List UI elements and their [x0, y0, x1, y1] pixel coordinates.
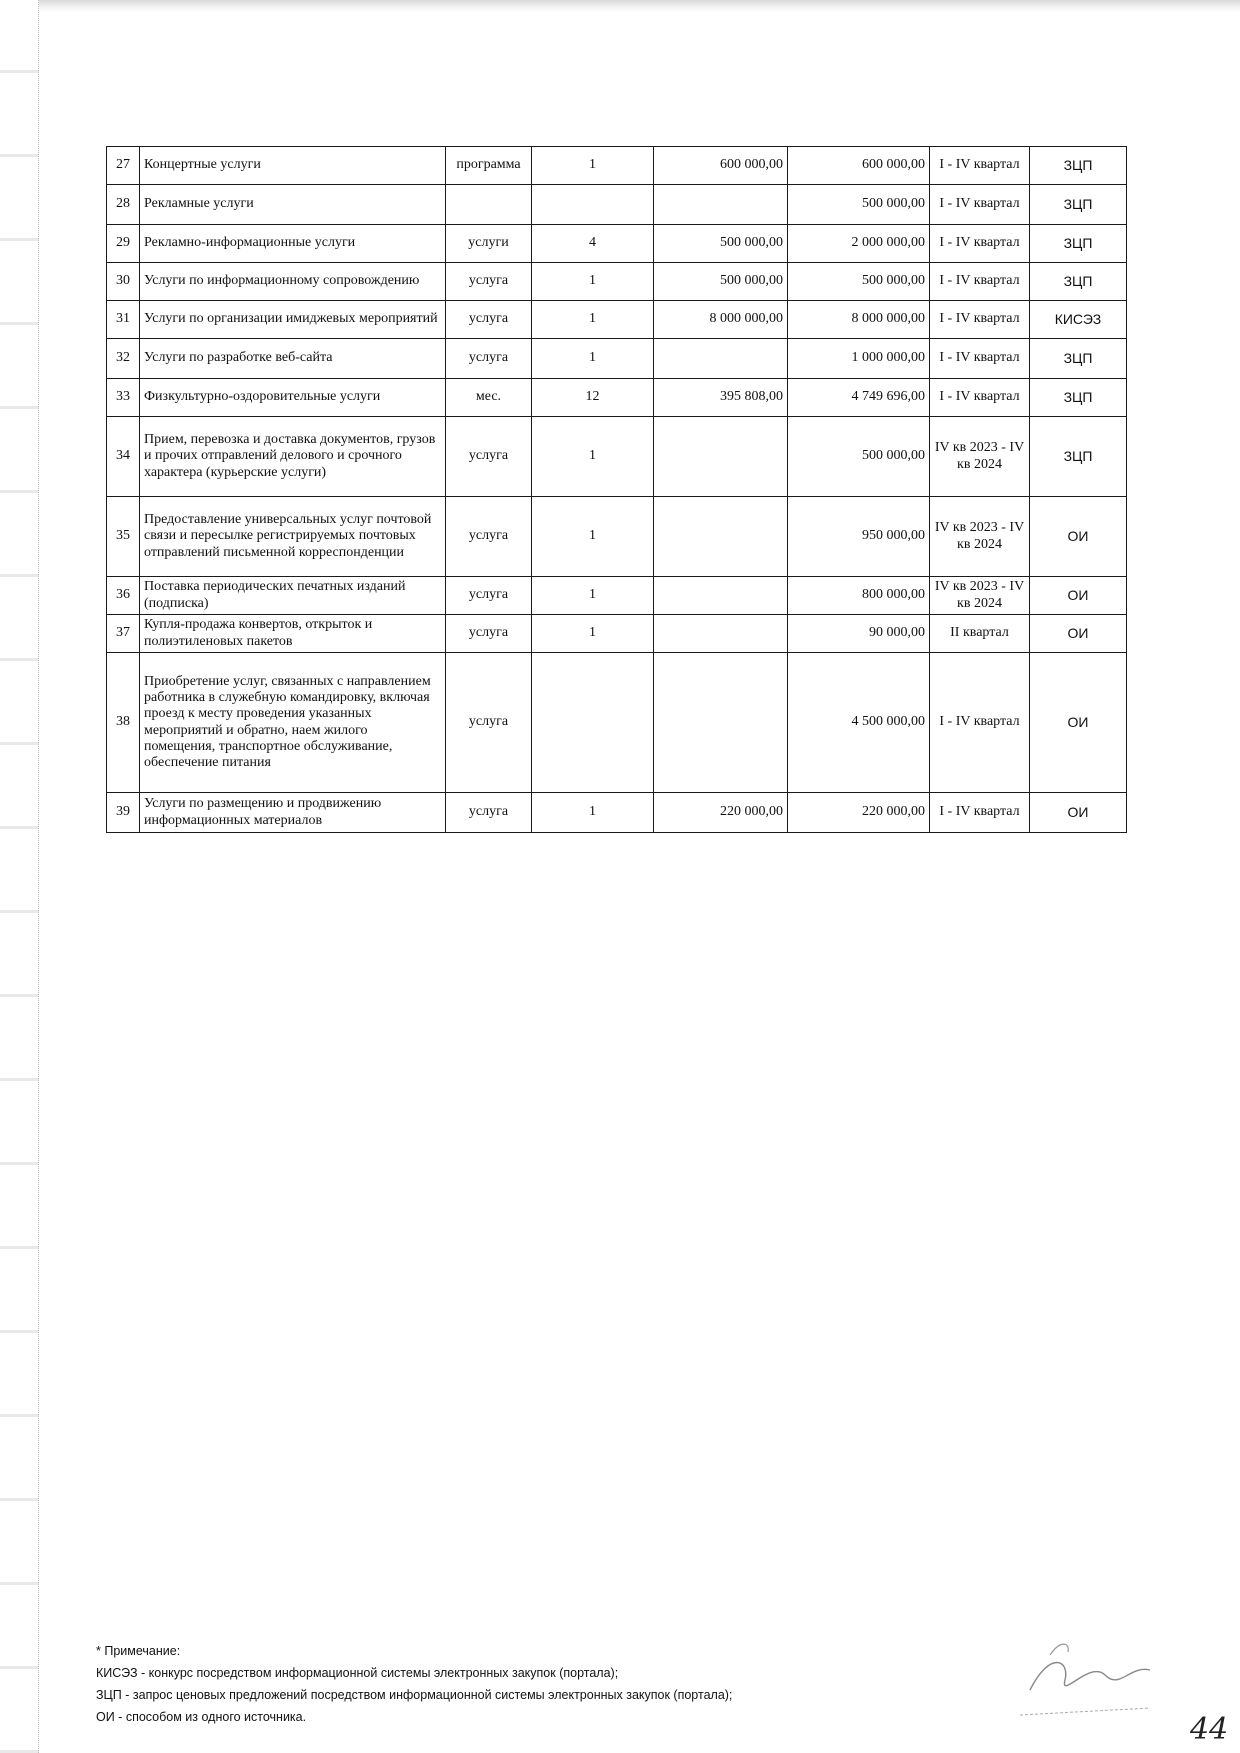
cell-unit: услуга	[446, 263, 532, 301]
table-row	[107, 225, 1127, 263]
cell-name: Приобретение услуг, связанных с направлением работника в служебную командировку, включая проезд к месту проведения указанных мероприятий и обратно, наем жилого помещения, транспортное обслуживание, обеспечение питания	[140, 653, 446, 793]
cell-period: II квартал	[930, 615, 1030, 653]
cell-period: I - IV квартал	[930, 147, 1030, 185]
cell-num: 36	[107, 577, 140, 615]
cell-unit: услуга	[446, 793, 532, 833]
table-row	[107, 379, 1127, 417]
cell-method: ОИ	[1030, 793, 1127, 833]
cell-unit: услуга	[446, 417, 532, 497]
cell-num: 35	[107, 497, 140, 577]
scan-top-edge	[0, 0, 1240, 12]
cell-period: I - IV квартал	[930, 301, 1030, 339]
cell-num: 27	[107, 147, 140, 185]
cell-price	[654, 577, 788, 615]
cell-sum: 950 000,00	[788, 497, 930, 577]
cell-qty: 4	[532, 225, 654, 263]
cell-qty: 1	[532, 263, 654, 301]
cell-sum: 500 000,00	[788, 185, 930, 225]
cell-sum: 220 000,00	[788, 793, 930, 833]
cell-num: 38	[107, 653, 140, 793]
procurement-plan-table	[106, 146, 1127, 833]
table-row	[107, 147, 1127, 185]
cell-num: 31	[107, 301, 140, 339]
cell-qty: 12	[532, 379, 654, 417]
cell-num: 30	[107, 263, 140, 301]
cell-name: Поставка периодических печатных изданий (подписка)	[140, 577, 446, 615]
cell-name: Физкультурно-оздоровительные услуги	[140, 379, 446, 417]
cell-sum: 500 000,00	[788, 263, 930, 301]
cell-sum: 500 000,00	[788, 417, 930, 497]
table-row	[107, 263, 1127, 301]
cell-sum: 2 000 000,00	[788, 225, 930, 263]
cell-sum: 800 000,00	[788, 577, 930, 615]
cell-price	[654, 615, 788, 653]
cell-period: I - IV квартал	[930, 185, 1030, 225]
cell-qty: 1	[532, 615, 654, 653]
cell-qty	[532, 185, 654, 225]
cell-period: IV кв 2023 - IV кв 2024	[930, 497, 1030, 577]
cell-price	[654, 185, 788, 225]
scan-binding-edge	[0, 0, 39, 1753]
cell-unit: программа	[446, 147, 532, 185]
table-row	[107, 653, 1127, 793]
cell-name: Концертные услуги	[140, 147, 446, 185]
cell-unit: услуга	[446, 497, 532, 577]
cell-name: Рекламные услуги	[140, 185, 446, 225]
cell-name: Купля-продажа конвертов, открыток и полиэтиленовых пакетов	[140, 615, 446, 653]
table-row	[107, 301, 1127, 339]
cell-method: ЗЦП	[1030, 339, 1127, 379]
table-row	[107, 417, 1127, 497]
cell-price: 600 000,00	[654, 147, 788, 185]
cell-period: I - IV квартал	[930, 379, 1030, 417]
cell-unit: услуга	[446, 301, 532, 339]
cell-sum: 4 749 696,00	[788, 379, 930, 417]
cell-unit: мес.	[446, 379, 532, 417]
handwritten-signature-icon	[1010, 1630, 1160, 1720]
cell-price: 500 000,00	[654, 225, 788, 263]
cell-sum: 4 500 000,00	[788, 653, 930, 793]
cell-unit: услуги	[446, 225, 532, 263]
cell-name: Предоставление универсальных услуг почтовой связи и пересылке регистрируемых почтовых отправлений письменной корреспонденции	[140, 497, 446, 577]
cell-price	[654, 417, 788, 497]
cell-qty: 1	[532, 301, 654, 339]
cell-period: I - IV квартал	[930, 339, 1030, 379]
cell-method: ЗЦП	[1030, 185, 1127, 225]
cell-method: КИСЭЗ	[1030, 301, 1127, 339]
cell-price: 500 000,00	[654, 263, 788, 301]
cell-name: Рекламно-информационные услуги	[140, 225, 446, 263]
cell-num: 34	[107, 417, 140, 497]
cell-method: ЗЦП	[1030, 147, 1127, 185]
cell-num: 29	[107, 225, 140, 263]
cell-unit	[446, 185, 532, 225]
cell-qty: 1	[532, 339, 654, 379]
cell-period: IV кв 2023 - IV кв 2024	[930, 417, 1030, 497]
cell-qty: 1	[532, 793, 654, 833]
cell-method: ЗЦП	[1030, 417, 1127, 497]
table-row	[107, 577, 1127, 615]
cell-unit: услуга	[446, 339, 532, 379]
cell-name: Услуги по размещению и продвижению информационных материалов	[140, 793, 446, 833]
page-number: 44	[1190, 1712, 1229, 1747]
footnote-line-oi: ОИ - способом из одного источника.	[96, 1710, 307, 1724]
cell-price	[654, 339, 788, 379]
cell-price: 395 808,00	[654, 379, 788, 417]
table-row	[107, 793, 1127, 833]
cell-num: 32	[107, 339, 140, 379]
cell-period: I - IV квартал	[930, 263, 1030, 301]
cell-method: ЗЦП	[1030, 225, 1127, 263]
cell-period: I - IV квартал	[930, 793, 1030, 833]
cell-qty	[532, 653, 654, 793]
footnote-title: * Примечание:	[96, 1644, 181, 1658]
cell-method: ОИ	[1030, 577, 1127, 615]
cell-num: 39	[107, 793, 140, 833]
cell-price	[654, 497, 788, 577]
cell-price	[654, 653, 788, 793]
cell-num: 37	[107, 615, 140, 653]
cell-period: IV кв 2023 - IV кв 2024	[930, 577, 1030, 615]
table-row	[107, 185, 1127, 225]
table-row	[107, 497, 1127, 577]
cell-unit: услуга	[446, 653, 532, 793]
cell-name: Услуги по информационному сопровождению	[140, 263, 446, 301]
cell-name: Услуги по разработке веб-сайта	[140, 339, 446, 379]
cell-sum: 8 000 000,00	[788, 301, 930, 339]
cell-price: 8 000 000,00	[654, 301, 788, 339]
cell-period: I - IV квартал	[930, 653, 1030, 793]
cell-unit: услуга	[446, 577, 532, 615]
cell-qty: 1	[532, 417, 654, 497]
cell-unit: услуга	[446, 615, 532, 653]
cell-sum: 90 000,00	[788, 615, 930, 653]
cell-method: ЗЦП	[1030, 379, 1127, 417]
cell-name: Прием, перевозка и доставка документов, грузов и прочих отправлений делового и срочного характера (курьерские услуги)	[140, 417, 446, 497]
cell-qty: 1	[532, 147, 654, 185]
table-row	[107, 339, 1127, 379]
cell-sum: 600 000,00	[788, 147, 930, 185]
cell-method: ОИ	[1030, 497, 1127, 577]
cell-num: 33	[107, 379, 140, 417]
cell-period: I - IV квартал	[930, 225, 1030, 263]
cell-price: 220 000,00	[654, 793, 788, 833]
cell-qty: 1	[532, 497, 654, 577]
cell-sum: 1 000 000,00	[788, 339, 930, 379]
cell-method: ЗЦП	[1030, 263, 1127, 301]
footnote-line-kisez: КИСЭЗ - конкурс посредством информационной системы электронных закупок (портала);	[96, 1666, 619, 1680]
cell-name: Услуги по организации имиджевых мероприятий	[140, 301, 446, 339]
table-row	[107, 615, 1127, 653]
cell-qty: 1	[532, 577, 654, 615]
footnote-line-zcp: ЗЦП - запрос ценовых предложений посредством информационной системы электронных закупок (портала);	[96, 1688, 733, 1702]
cell-method: ОИ	[1030, 653, 1127, 793]
footnote	[96, 1640, 996, 1728]
cell-num: 28	[107, 185, 140, 225]
cell-method: ОИ	[1030, 615, 1127, 653]
